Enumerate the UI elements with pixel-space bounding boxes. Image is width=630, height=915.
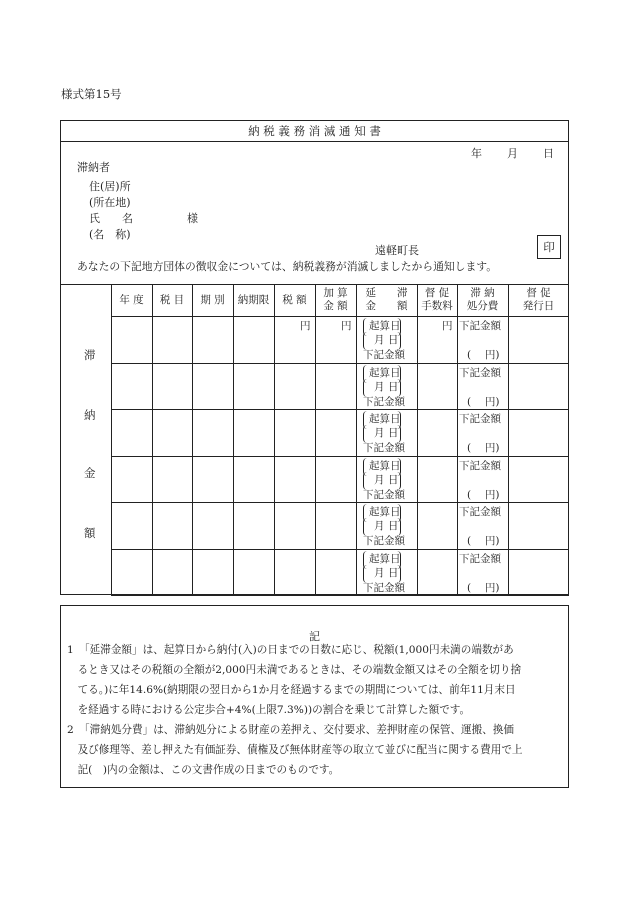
note-2-line: 及び修理等、差し押えた有価証券、債権及び無体財産等の取立て並びに配当に関する費用で上 [67,744,523,756]
yen-label: 円 [300,320,311,332]
note-2-line: 2 「滞納処分費」は、滞納処分による財産の差押え、交付要求、差押財産の保管、運搬、換価 [67,724,515,736]
header-disposal-1: 滞 納 [470,287,495,299]
date-year: 年 [471,147,482,160]
disposal-note: 下記金額 [459,552,501,565]
row-line [111,456,569,457]
disposal-note: 下記金額 [459,320,501,332]
row-line [111,409,569,410]
document-title: 納 税 義 務 消 滅 通 知 書 [61,121,568,142]
disposal-note: 下記金額 [459,459,501,472]
row-line [111,502,569,503]
start-date-month-day: 月 日 [374,520,399,532]
start-date-month-day: 月 日 [374,473,399,486]
start-date-label: 起算日 [369,413,401,425]
yen-label: 円 [341,320,352,332]
start-date-month-day: 月 日 [374,334,399,346]
start-date-label: 起算日 [369,459,401,472]
seal-box: 印 [537,235,561,259]
header-fee-1: 督 促 [424,287,450,299]
disposal-paren-yen: ( 円) [467,488,500,501]
notice-form [60,120,569,595]
side-label-char: 金 [84,466,96,480]
date-line [61,145,568,159]
header-fee-2: 手数料 [421,300,453,312]
header-notice-2: 発行日 [522,300,555,312]
disposal-note: 下記金額 [459,413,501,425]
date-month: 月 [507,147,518,160]
delinquent-note: 下記金額 [363,349,405,361]
disposal-note: 下記金額 [459,366,501,379]
header-bottom-line [111,316,569,317]
entity-label: (名 称) [89,228,131,241]
header-delinquent-2: 金 額 [365,300,408,312]
header-tax: 税 目 [159,294,185,306]
honorific: 様 [187,212,198,225]
notes-heading: 記 [309,630,320,643]
delinquent-note: 下記金額 [363,395,405,408]
note-1-line: 1 「延滞金額」は、起算日から納付(入)の日までの日数に応じ、税額(1,000円未満の端数があ [67,644,514,656]
start-date-month-day: 月 日 [374,566,399,579]
start-date-month-day: 月 日 [374,427,399,439]
note-2 [67,720,523,780]
side-label-char: 額 [84,526,96,540]
form-number: 様式第15号 [61,87,122,101]
start-date-label: 起算日 [369,552,401,565]
row-line [111,595,569,596]
issuer-name: 遠軽町長 [375,244,419,257]
disposal-paren-yen: ( 円) [467,442,500,454]
header-notice-1: 督 促 [526,287,551,299]
notice-message: あなたの下記地方団体の徴収金については、納税義務が消滅しましたから通知します。 [77,260,497,273]
office-label: (所在地) [89,196,131,209]
delinquent-note: 下記金額 [363,581,405,594]
side-label-char: 滞 [84,348,96,362]
header-year: 年 度 [119,294,144,306]
notes-section [60,605,569,788]
disposal-paren-yen: ( 円) [467,395,500,408]
address-label: 住(居)所 [89,180,131,193]
recipient-label: 滞納者 [77,161,110,174]
header-amount: 税 額 [282,294,307,306]
name-label: 氏 名 [89,212,133,225]
date-day: 日 [543,147,554,160]
row-line [111,549,569,550]
note-1-line: を経過する時における公定歩合+4%(上限7.3%))の割合を乗じて計算した額です。 [67,704,471,716]
disposal-paren-yen: ( 円) [467,349,500,361]
delinquency-table [60,284,569,596]
note-1 [67,640,521,720]
disposal-paren-yen: ( 円) [467,535,500,547]
note-1-line: るとき又はその税額の全額が2,000円未満であるときは、その端数金額又はその全額を切り捨 [67,664,522,676]
header-due: 納期限 [237,294,270,306]
yen-label: 円 [442,320,453,332]
side-label-char: 納 [84,408,96,422]
disposal-paren-yen: ( 円) [467,581,500,594]
note-1-line: てる。)に年14.6%(納期限の翌日から1か月を経過するまでの期間については、前年11月末日 [67,684,516,696]
start-date-label: 起算日 [369,320,401,332]
delinquent-note: 下記金額 [363,488,405,501]
header-period: 期 別 [200,294,225,306]
start-date-label: 起算日 [369,506,401,518]
header-delinquent-1: 延 滞 [365,287,408,299]
delinquent-note: 下記金額 [363,442,405,454]
note-2-line: 記( )内の金額は、この文書作成の日までのものです。 [67,764,340,776]
start-date-label: 起算日 [369,366,401,379]
header-surcharge-1: 加 算 [323,287,348,299]
header-surcharge-2: 金 額 [323,300,348,312]
delinquent-note: 下記金額 [363,535,405,547]
header-disposal-2: 処分費 [466,300,499,312]
start-date-month-day: 月 日 [374,380,399,393]
disposal-note: 下記金額 [459,506,501,518]
row-line [111,363,569,364]
